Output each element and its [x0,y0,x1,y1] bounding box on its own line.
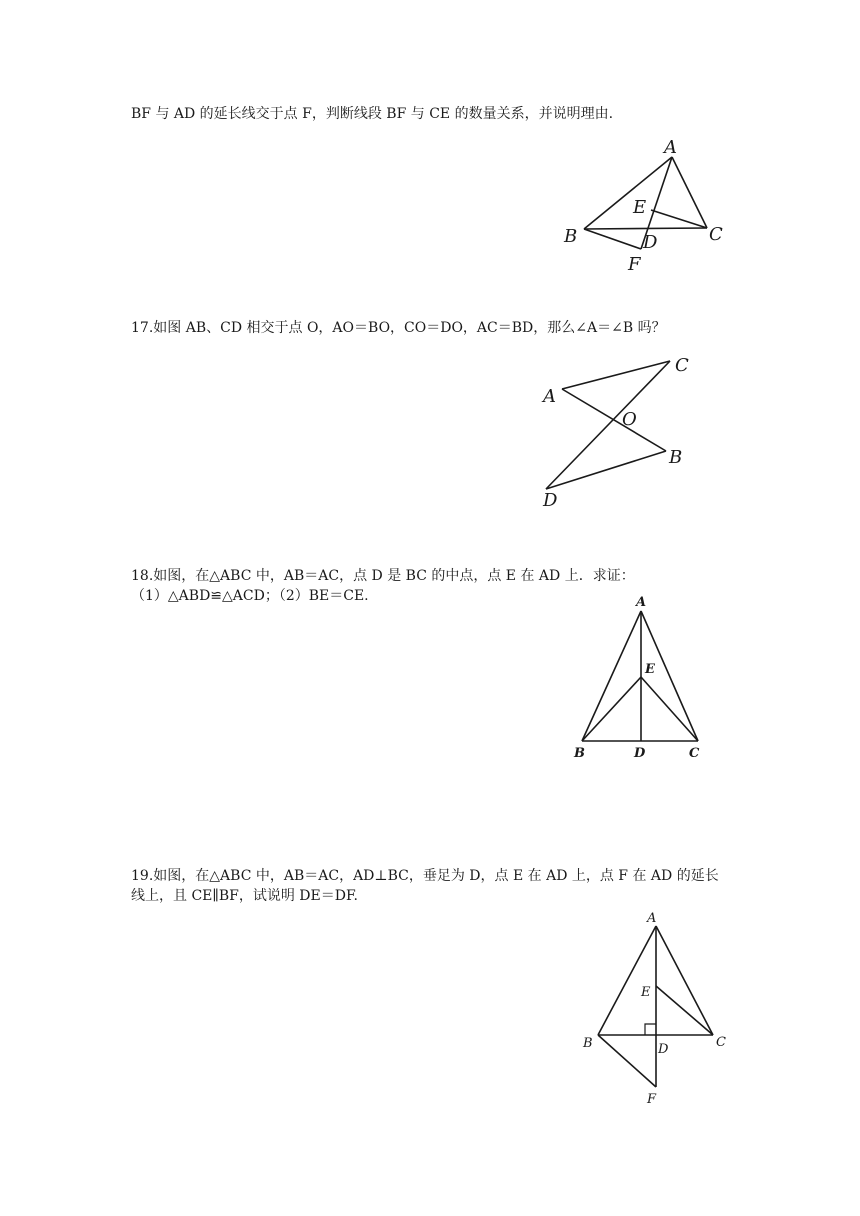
label-D: D [643,232,658,253]
label-C: C [716,1035,726,1050]
problem-19-line2: 线上，且 CE∥BF，试说明 DE＝DF. [131,888,358,904]
label-O: O [622,409,637,430]
segment-AB [598,926,656,1035]
label-C: C [675,355,689,376]
label-F: F [647,1092,657,1107]
label-C: C [689,746,700,761]
label-A: A [664,137,677,158]
label-B: B [583,1036,593,1051]
problem-17-text: 17.如图 AB、CD 相交于点 O，AO＝BO，CO＝DO，AC＝BD，那么∠A＝∠B 吗？ [131,320,666,336]
label-B: B [564,226,578,247]
label-B: B [669,447,683,468]
segment-EC [656,986,713,1035]
label-D: D [543,490,558,511]
label-E: E [633,197,647,218]
label-B: B [574,746,585,761]
problem-18-line2: （1）△ABD≌△ACD；（2）BE＝CE. [131,588,369,604]
label-D: D [658,1042,669,1057]
label-F: F [628,254,641,275]
segment-AC [656,926,713,1035]
label-A: A [636,595,647,610]
label-A: A [543,386,556,407]
problem-19-line1: 19.如图，在△ABC 中，AB＝AC，AD⊥BC，垂足为 D，点 E 在 AD 上，点 F 在 AD 的延长 [131,868,719,884]
label-E: E [645,662,655,677]
problem-16-text: BF 与 AD 的延长线交于点 F，判断线段 BF 与 CE 的数量关系，并说明理由. [131,106,614,122]
label-D: D [634,746,646,761]
label-A: A [647,911,657,926]
label-E: E [641,985,651,1000]
segment-BF [598,1035,656,1087]
label-C: C [709,224,723,245]
problem-18-line1: 18.如图，在△ABC 中，AB＝AC，点 D 是 BC 的中点，点 E 在 AD 上．求证： [131,568,635,584]
right-angle-mark [645,1024,656,1035]
